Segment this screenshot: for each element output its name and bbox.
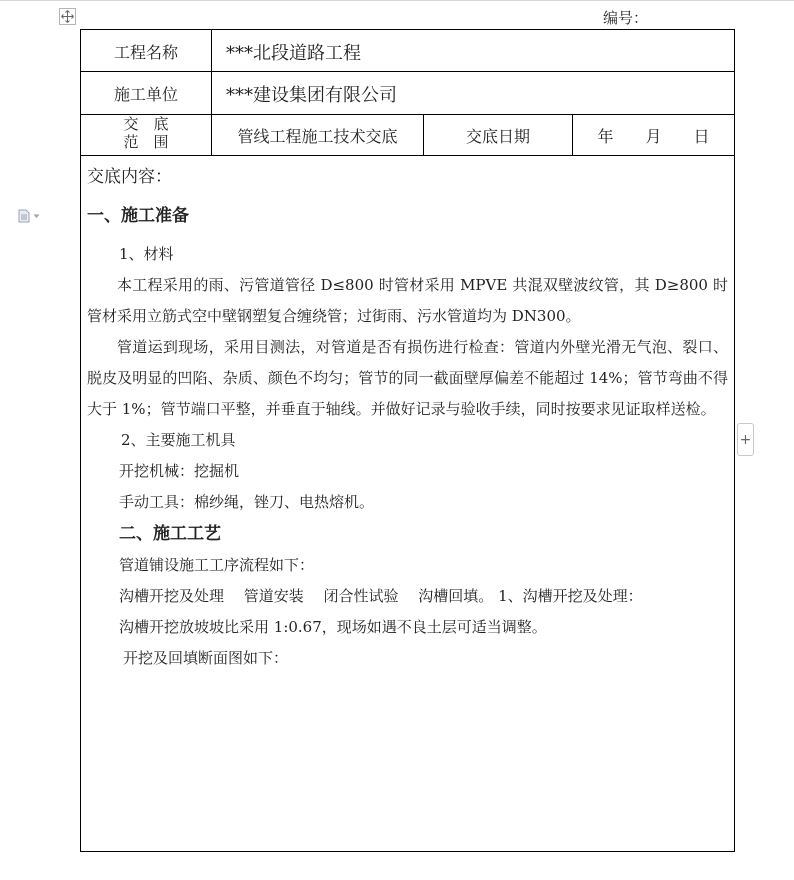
row-divider xyxy=(81,71,734,72)
subheading-equipment: 2、主要施工机具 xyxy=(121,431,236,449)
contractor-label: 施工单位 xyxy=(113,85,178,104)
section-figure-note: 开挖及回填断面图如下： xyxy=(123,649,289,667)
scope-value[interactable]: 管线工程施工技术交底 xyxy=(237,127,398,146)
manual-tools: 手动工具：棉纱绳，锉刀、电热熔机。 xyxy=(119,493,375,511)
plus-icon: + xyxy=(739,431,752,448)
table-move-handle[interactable] xyxy=(59,8,76,25)
section-heading-process: 二、施工工艺 xyxy=(119,524,221,544)
project-name-label: 工程名称 xyxy=(113,43,178,62)
disclosure-table xyxy=(80,29,735,852)
serial-number-label: 编号： xyxy=(603,9,649,27)
content-intro: 交底内容： xyxy=(87,167,172,187)
disclosure-content[interactable] xyxy=(87,161,728,674)
add-row-button[interactable] xyxy=(737,423,754,456)
section-heading-preparation: 一、施工准备 xyxy=(87,206,189,226)
process-flow-intro: 管道铺设施工工序流程如下： xyxy=(119,556,315,574)
move-arrows-icon xyxy=(61,10,74,23)
subheading-materials: 1、材料 xyxy=(119,245,174,263)
project-name-value[interactable]: ***北段道路工程 xyxy=(226,43,361,64)
excavation-machinery: 开挖机械：挖掘机 xyxy=(119,462,240,480)
slope-ratio-note: 沟槽开挖放坡坡比采用 1:0.67，现场如遇不良土层可适当调整。 xyxy=(119,618,547,636)
contractor-value[interactable]: ***建设集团有限公司 xyxy=(226,85,397,106)
page-top-border xyxy=(0,0,794,1)
chevron-down-icon xyxy=(33,214,40,219)
paragraph-menu[interactable] xyxy=(18,208,46,224)
date-label: 交底日期 xyxy=(465,127,530,146)
scope-label xyxy=(81,115,211,151)
date-value[interactable]: 年 月 日 xyxy=(597,127,710,146)
paragraph-pipe-inspection: 管道运到现场，采用目测法，对管道是否有损伤进行检查：管道内外壁光滑无气泡、裂口、脱皮及明显的凹陷、杂质、颜色不均匀；管节的同一截面壁厚偏差不能超过 14%；管节弯曲不得大于 1%；管节端口平整，并垂直于轴线。并做好记录与验收手续，同时按要求见证取样送检。 xyxy=(87,338,728,418)
process-flow-steps: 沟槽开挖及处理 管道安装 闭合性试验 沟槽回填。 1、沟槽开挖及处理： xyxy=(119,587,643,605)
row-divider xyxy=(81,155,734,156)
scope-label-line1: 交 底 xyxy=(123,115,169,133)
document-icon xyxy=(18,209,30,223)
paragraph-pipe-materials: 本工程采用的雨、污管道管径 D≤800 时管材采用 MPVE 共混双壁波纹管，其 D≥800 时管材采用立筋式空中壁钢塑复合缠绕管；过街雨、污水管道均为 DN300。 xyxy=(87,276,728,325)
scope-label-line2: 范 围 xyxy=(123,133,169,151)
